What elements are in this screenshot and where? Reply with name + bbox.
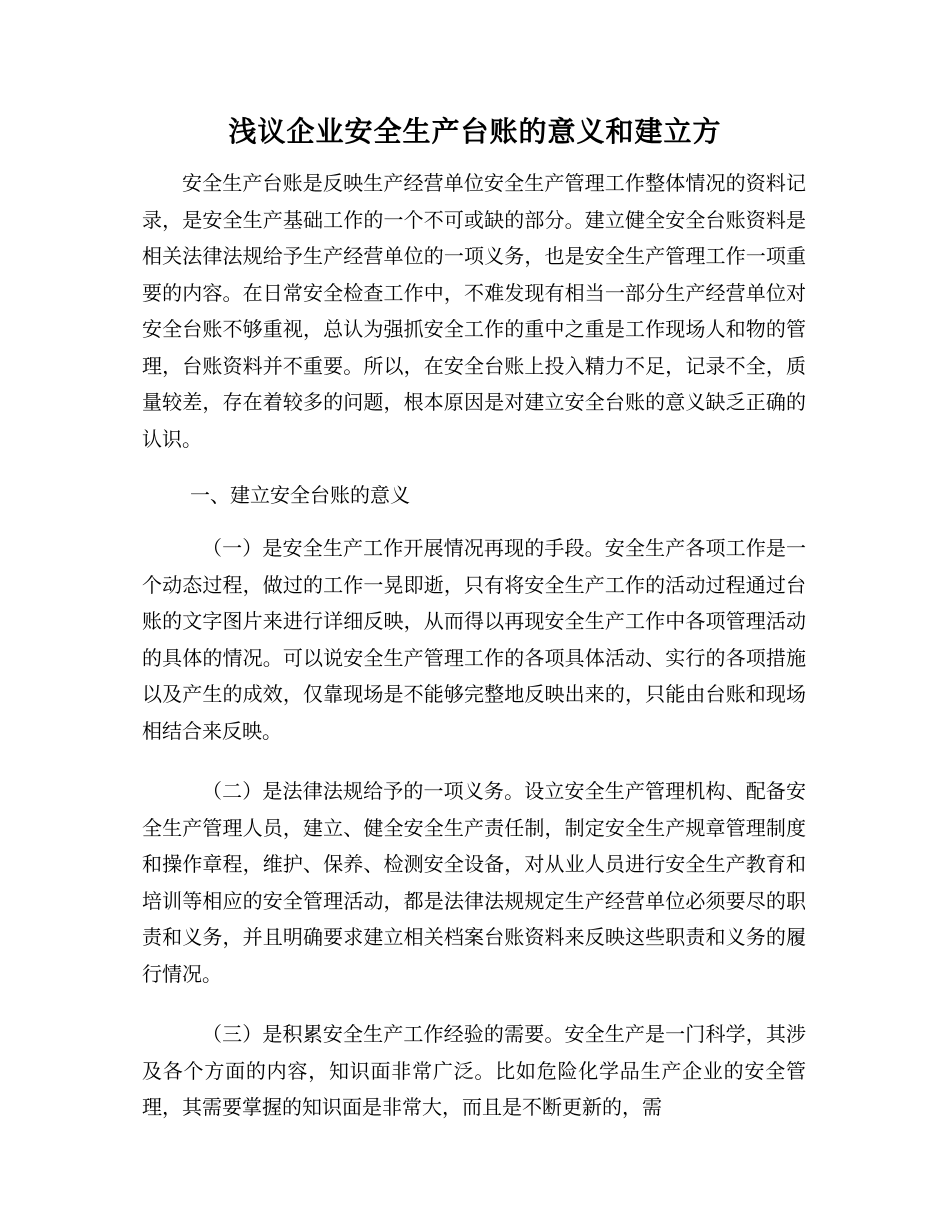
document-title: 浅议企业安全生产台账的意义和建立方 — [228, 115, 722, 148]
point-1-paragraph: （一）是安全生产工作开展情况再现的手段。安全生产各项工作是一个动态过程，做过的工作一晃即逝，只有将安全生产工作的活动过程通过台账的文字图片来进行详细反映，从而得以再现安全生产工作中各项管理活动的具体的情况。可以说安全生产管理工作的各项具体活动、实行的各项措施以及产生的成效，仅靠现场是不能够完整地反映出来的，只能由台账和现场相结合来反映。 — [142, 536, 806, 743]
point-3-paragraph: （三）是积累安全生产工作经验的需要。安全生产是一门科学，其涉及各个方面的内容，知识面非常广泛。比如危险化学品生产企业的安全管理，其需要掌握的知识面是非常大，而且是不断更新的，需 — [142, 1022, 806, 1119]
point-2-paragraph: （二）是法律法规给予的一项义务。设立安全生产管理机构、配备安全生产管理人员，建立、健全安全生产责任制，制定安全生产规章管理制度和操作章程，维护、保养、检测安全设备，对从业人员进行安全生产教育和培训等相应的安全管理活动，都是法律法规规定生产经营单位必须要尽的职责和义务，并且明确要求建立相关档案台账资料来反映这些职责和义务的履行情况。 — [142, 779, 806, 986]
intro-paragraph: 安全生产台账是反映生产经营单位安全生产管理工作整体情况的资料记录，是安全生产基础工作的一个不可或缺的部分。建立健全安全台账资料是相关法律法规给予生产经营单位的一项义务，也是安全生产管理工作一项重要的内容。在日常安全检查工作中，不难发现有相当一部分生产经营单位对安全台账不够重视，总认为强抓安全工作的重中之重是工作现场人和物的管理，台账资料并不重要。所以，在安全台账上投入精力不足，记录不全，质量较差，存在着较多的问题，根本原因是对建立安全台账的意义缺乏正确的认识。 — [142, 171, 806, 451]
section-heading: 一、建立安全台账的意义 — [190, 483, 410, 507]
